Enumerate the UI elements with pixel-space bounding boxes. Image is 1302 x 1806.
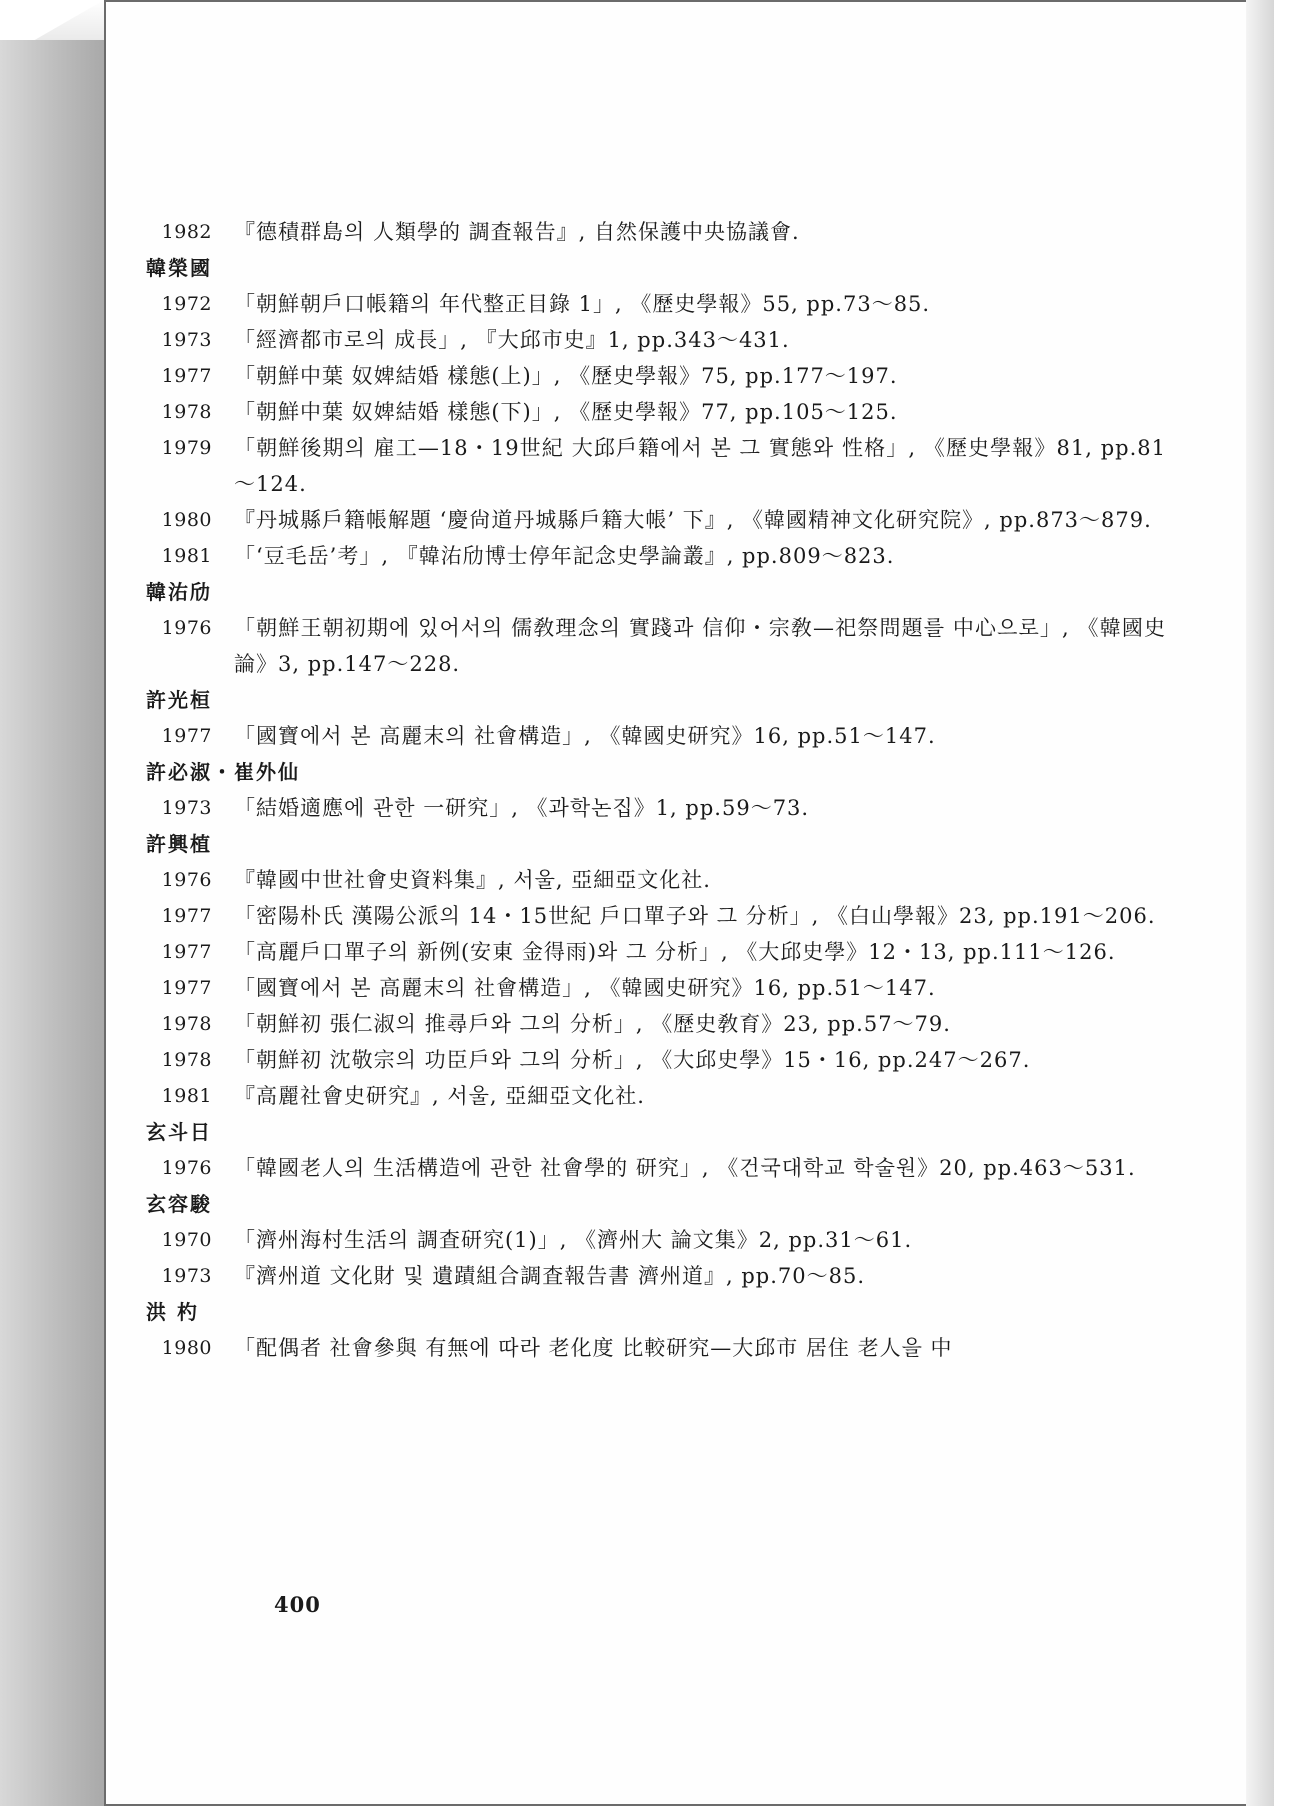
bibliography-entry <box>146 394 1166 430</box>
entry-year: 1977 <box>161 725 212 747</box>
entry-year: 1978 <box>161 1013 212 1035</box>
author-heading: 許必淑・崔外仙 <box>146 760 300 784</box>
author-heading: 韓㳓劤 <box>146 580 212 604</box>
entry-year: 1978 <box>161 1049 212 1071</box>
entry-citation: 『德積群島의 人類學的 調査報告』, 自然保護中央協議會. <box>234 220 800 244</box>
bibliography-entry <box>146 790 1166 826</box>
entry-citation: 「濟州海村生活의 調査研究(1)」, 《濟州大 論文集》2, pp.31～61. <box>234 1228 913 1252</box>
entry-year: 1976 <box>161 1157 212 1179</box>
entry-citation: 「高麗戶口單子의 新例(安東 金得雨)와 그 分析」, 《大邱史學》12・13, pp.111～126. <box>234 940 1116 964</box>
bibliography-entry <box>146 862 1166 898</box>
bibliography-entry <box>146 1006 1166 1042</box>
entry-year: 1972 <box>161 293 212 315</box>
author-heading: 玄斗日 <box>146 1120 212 1144</box>
entry-year: 1970 <box>161 1229 212 1251</box>
bibliography-entry <box>146 538 1166 574</box>
entry-citation: 『丹城縣戶籍帳解題 ‘慶尙道丹城縣戶籍大帳’ 下』, 《韓國精神文化研究院》, pp.873～879. <box>234 508 1152 532</box>
bibliography-entry <box>146 1042 1166 1078</box>
bibliography-entry <box>146 214 1166 250</box>
author-heading: 玄容駿 <box>146 1192 212 1216</box>
entry-year: 1977 <box>161 905 212 927</box>
bibliography-entry <box>146 1078 1166 1114</box>
author-heading: 韓榮國 <box>146 256 212 280</box>
entry-year: 1977 <box>161 977 212 999</box>
entry-citation: 「國寶에서 본 高麗末의 社會構造」, 《韓國史研究》16, pp.51～147. <box>234 724 936 748</box>
bibliography-entry <box>146 286 1166 322</box>
entry-citation: 「朝鮮王朝初期에 있어서의 儒敎理念의 實踐과 信仰・宗敎—祀祭問題를 中心으로」, 《韓國史論》3, pp.147～228. <box>234 616 1166 676</box>
entry-year: 1979 <box>161 437 212 459</box>
bibliography-entry <box>146 970 1166 1006</box>
entry-year: 1982 <box>161 221 212 243</box>
entry-citation: 「朝鮮初 張仁淑의 推尋戶와 그의 分析」, 《歷史敎育》23, pp.57～79. <box>234 1012 951 1036</box>
entry-year: 1976 <box>161 869 212 891</box>
entry-citation: 「國寶에서 본 高麗末의 社會構造」, 《韓國史研究》16, pp.51～147. <box>234 976 936 1000</box>
bibliography-entry <box>146 1222 1166 1258</box>
entry-year: 1973 <box>161 797 212 819</box>
entry-citation: 「經濟都市로의 成長」, 『大邱市史』1, pp.343～431. <box>234 328 790 352</box>
entry-year: 1978 <box>161 401 212 423</box>
bibliography-entry <box>146 1330 1166 1366</box>
author-heading: 許興植 <box>146 832 212 856</box>
entry-year: 1977 <box>161 365 212 387</box>
entry-citation: 「結婚適應에 관한 一研究」, 《과학논집》1, pp.59～73. <box>234 796 810 820</box>
entry-citation: 「密陽朴氏 漢陽公派의 14・15世紀 戶口單子와 그 分析」, 《白山學報》23, pp.191～206. <box>234 904 1156 928</box>
entry-citation: 「韓國老人의 生活構造에 관한 社會學的 研究」, 《건국대학교 학술원》20, pp.463～531. <box>234 1156 1136 1180</box>
bibliography-entry <box>146 718 1166 754</box>
entry-citation: 「‘豆毛岳’考」, 『韓㳓劤博士停年記念史學論叢』, pp.809～823. <box>234 544 895 568</box>
entry-citation: 「配偶者 社會參與 有無에 따라 老化度 比較研究—大邱市 居住 老人을 中 <box>234 1336 953 1360</box>
book-spine <box>0 40 104 1806</box>
page-number: 400 <box>274 1592 321 1617</box>
bibliography-entry <box>146 934 1166 970</box>
entry-year: 1980 <box>161 1337 212 1359</box>
entry-citation: 「朝鮮初 沈敬宗의 功臣戶와 그의 分析」, 《大邱史學》15・16, pp.247～267. <box>234 1048 1031 1072</box>
entry-citation: 『高麗社會史研究』, 서울, 亞細亞文化社. <box>234 1084 645 1108</box>
entry-citation: 「朝鮮朝戶口帳籍의 年代整正目錄 1」, 《歷史學報》55, pp.73～85. <box>234 292 931 316</box>
bibliography-entry <box>146 502 1166 538</box>
entry-year: 1980 <box>161 509 212 531</box>
bibliography-entry <box>146 1150 1166 1186</box>
bibliography-entry <box>146 1258 1166 1294</box>
entry-citation: 「朝鮮中葉 奴婢結婚 樣態(上)」, 《歷史學報》75, pp.177～197. <box>234 364 898 388</box>
entry-year: 1973 <box>161 329 212 351</box>
bibliography-entry <box>146 898 1166 934</box>
entry-year: 1977 <box>161 941 212 963</box>
entry-year: 1981 <box>161 545 212 567</box>
bibliography-entry <box>146 610 1166 682</box>
entry-citation: 「朝鮮後期의 雇工—18・19世紀 大邱戶籍에서 본 그 實態와 性格」, 《歷史學報》81, pp.81～124. <box>234 436 1166 496</box>
bibliography-list <box>146 214 1166 1366</box>
entry-year: 1976 <box>161 617 212 639</box>
page-edge <box>1246 0 1274 1806</box>
author-heading: 洪 杓 <box>146 1300 199 1324</box>
bibliography-entry <box>146 430 1166 502</box>
bibliography-entry <box>146 322 1166 358</box>
entry-citation: 『濟州道 文化財 및 遺蹟組合調査報告書 濟州道』, pp.70～85. <box>234 1264 866 1288</box>
bibliography-entry <box>146 358 1166 394</box>
author-heading: 許光桓 <box>146 688 212 712</box>
entry-year: 1973 <box>161 1265 212 1287</box>
entry-citation: 『韓國中世社會史資料集』, 서울, 亞細亞文化社. <box>234 868 711 892</box>
entry-citation: 「朝鮮中葉 奴婢結婚 樣態(下)」, 《歷史學報》77, pp.105～125. <box>234 400 898 424</box>
entry-year: 1981 <box>161 1085 212 1107</box>
